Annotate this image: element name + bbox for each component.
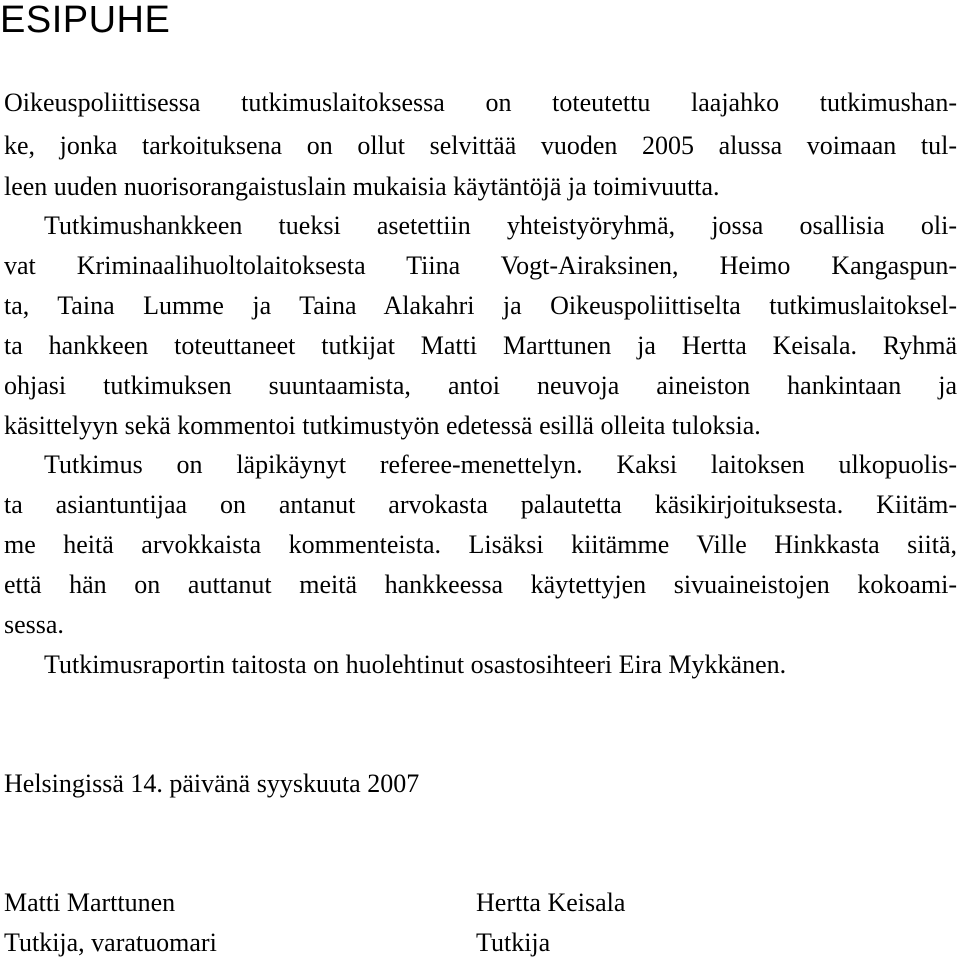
- body-line: ke, jonka tarkoituksena on ollut selvittää vuoden 2005 alussa voimaan tul-: [4, 131, 957, 160]
- body-line: vat Kriminaalihuoltolaitoksesta Tiina Vogt-Airaksinen, Heimo Kangaspun-: [4, 251, 957, 280]
- page-title: ESIPUHE: [0, 0, 171, 41]
- signatory-title: Tutkija, varatuomari: [4, 928, 217, 957]
- body-line: me heitä arvokkaista kommenteista. Lisäksi kiitämme Ville Hinkkasta siitä,: [4, 530, 957, 559]
- body-line: leen uuden nuorisorangaistuslain mukaisia käytäntöjä ja toimivuutta.: [4, 172, 720, 201]
- body-line: käsittelyyn sekä kommentoi tutkimustyön edetessä esillä olleita tuloksia.: [4, 411, 761, 440]
- body-line: Oikeuspoliittisessa tutkimuslaitoksessa on toteutettu laajahko tutkimushan-: [4, 88, 957, 117]
- body-line: Tutkimus on läpikäynyt referee-menettelyn. Kaksi laitoksen ulkopuolis-: [44, 450, 957, 479]
- signatory-name: Hertta Keisala: [476, 888, 626, 917]
- signatory-name: Matti Marttunen: [4, 888, 176, 917]
- body-line: sessa.: [4, 610, 64, 639]
- body-line: ta hankkeen toteuttaneet tutkijat Matti Marttunen ja Hertta Keisala. Ryhmä: [4, 331, 957, 360]
- body-line: Tutkimushankkeen tueksi asetettiin yhteistyöryhmä, jossa osallisia oli-: [44, 211, 957, 240]
- body-line: Tutkimusraportin taitosta on huolehtinut osastosihteeri Eira Mykkänen.: [44, 650, 787, 679]
- body-line: ohjasi tutkimuksen suuntaamista, antoi neuvoja aineiston hankintaan ja: [4, 371, 957, 400]
- body-line: että hän on auttanut meitä hankkeessa käytettyjen sivuaineistojen kokoami-: [4, 570, 957, 599]
- body-line: ta asiantuntijaa on antanut arvokasta palautetta käsikirjoituksesta. Kiitäm-: [4, 490, 957, 519]
- place-date: Helsingissä 14. päivänä syyskuuta 2007: [4, 769, 420, 798]
- body-line: ta, Taina Lumme ja Taina Alakahri ja Oikeuspoliittiselta tutkimuslaitoksel-: [4, 291, 957, 320]
- signatory-title: Tutkija: [476, 928, 551, 957]
